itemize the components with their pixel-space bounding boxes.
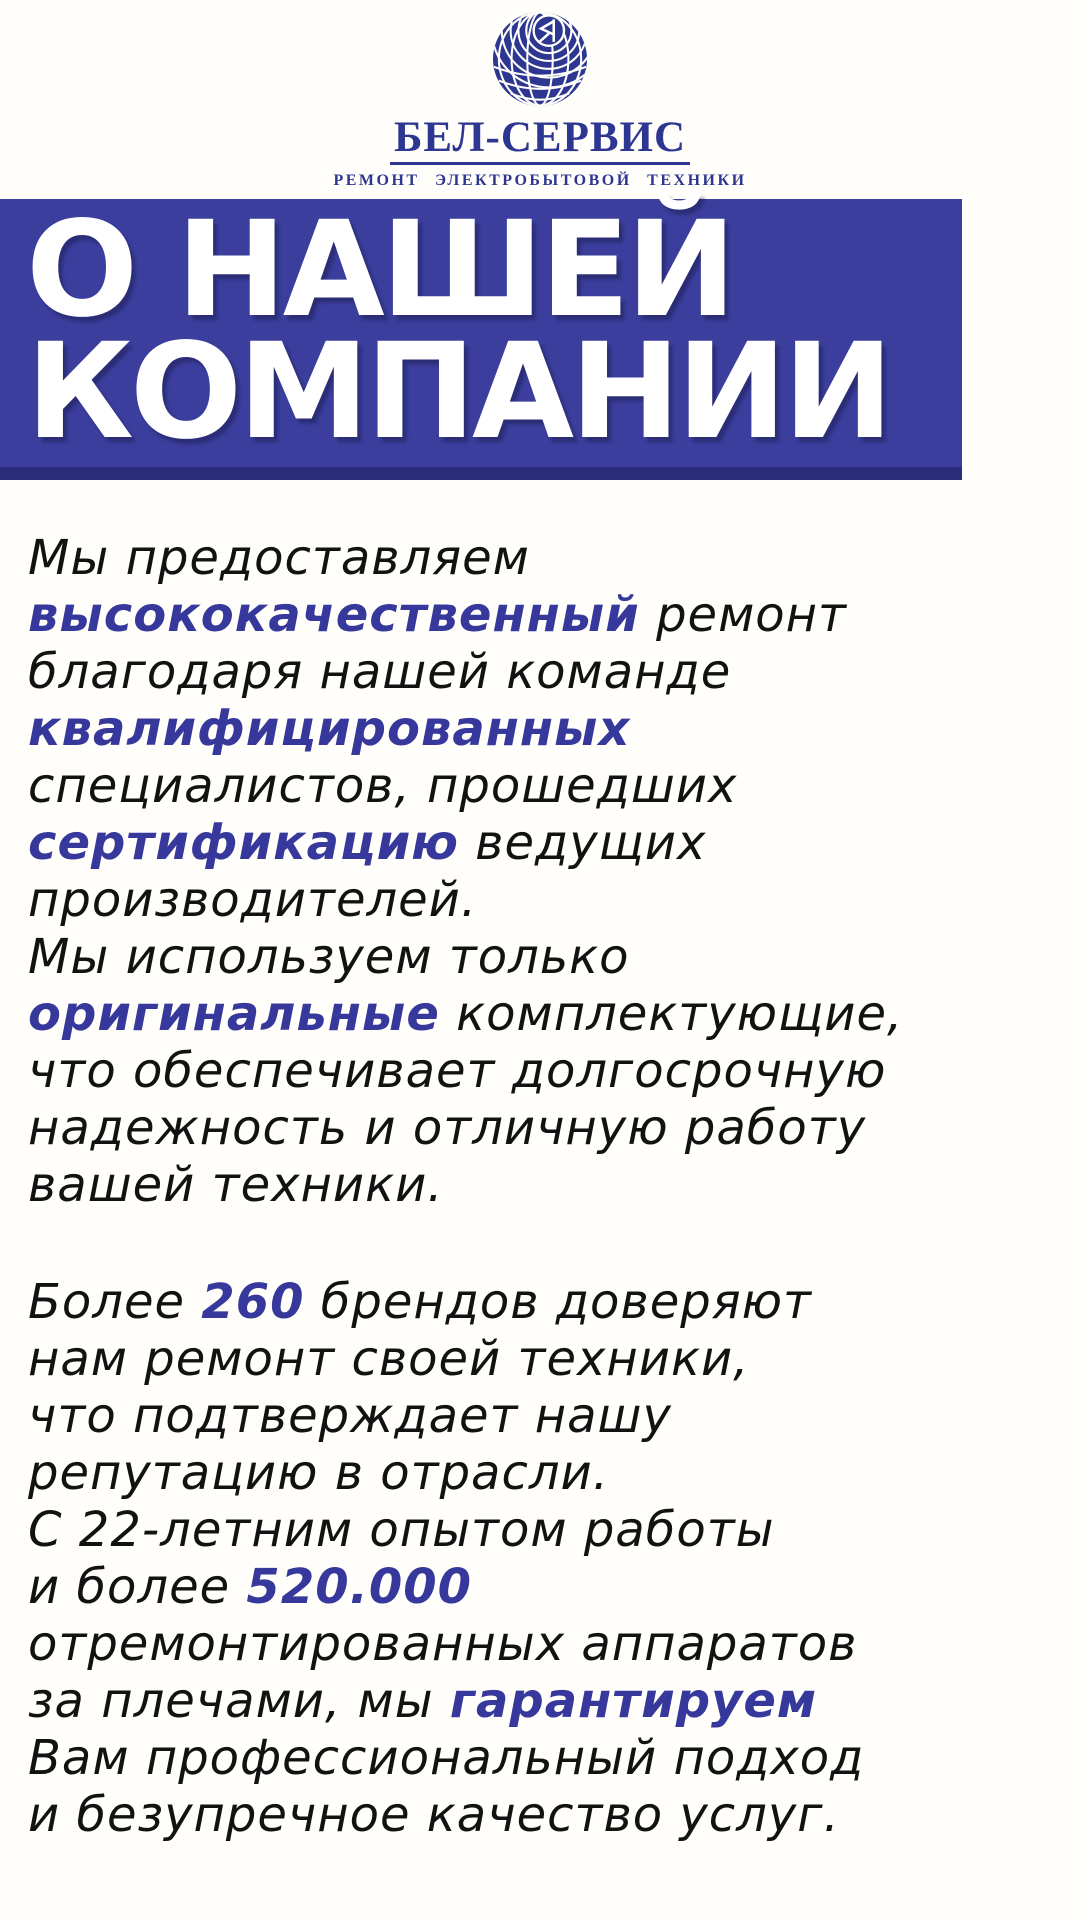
plain-text: Мы используем только — [28, 929, 630, 985]
text-line — [28, 1502, 1060, 1559]
text-line — [28, 644, 1060, 701]
plain-text: комплектующие, — [439, 986, 904, 1042]
plain-text: репутацию в отрасли. — [28, 1445, 609, 1501]
text-line — [28, 1616, 1060, 1673]
text-line — [28, 1445, 1060, 1502]
accent-text: оригинальные — [28, 986, 440, 1042]
body-text — [28, 530, 1060, 1844]
accent-text: 260 — [201, 1274, 305, 1330]
body-paragraph — [28, 530, 1060, 1214]
brand-wordmark: БЕЛ-СЕРВИС — [390, 116, 690, 165]
text-line — [28, 587, 1060, 644]
plain-text: что подтверждает нашу — [28, 1388, 672, 1444]
plain-text: С 22-летним опытом работы — [28, 1502, 775, 1558]
text-line — [28, 1388, 1060, 1445]
plain-text: и безупречное качество услуг. — [28, 1787, 840, 1843]
accent-text: 520.000 — [246, 1559, 473, 1615]
plain-text: и более — [28, 1559, 247, 1615]
text-line — [28, 815, 1060, 872]
plain-text: за плечами, мы — [28, 1673, 450, 1729]
plain-text: надежность и отличную работу — [28, 1100, 867, 1156]
text-line — [28, 1730, 1060, 1787]
text-line — [28, 1787, 1060, 1844]
accent-text: сертификацию — [28, 815, 459, 871]
text-line — [28, 1559, 1060, 1616]
plain-text: ремонт — [639, 587, 847, 643]
plain-text: Мы предоставляем — [28, 530, 530, 586]
text-line — [28, 1673, 1060, 1730]
text-line — [28, 872, 1060, 929]
plain-text: Более — [28, 1274, 202, 1330]
text-line — [28, 701, 1060, 758]
plain-text: нам ремонт своей техники, — [28, 1331, 750, 1387]
accent-text: высококачественный — [28, 587, 640, 643]
plain-text: специалистов, прошедших — [28, 758, 738, 814]
text-line — [28, 530, 1060, 587]
brand-tagline: РЕМОНТ ЭЛЕКТРОБЫТОВОЙ ТЕХНИКИ — [333, 172, 747, 189]
plain-text: что обеспечивает долгосрочную — [28, 1043, 887, 1099]
section-banner — [0, 193, 962, 480]
brand-header — [0, 0, 1080, 190]
brand-wordmark-row — [0, 108, 1080, 165]
text-line — [28, 1100, 1060, 1157]
plain-text: благодаря нашей команде — [28, 644, 732, 700]
body-paragraph — [28, 1274, 1060, 1844]
plain-text: ведущих — [458, 815, 707, 871]
accent-text: гарантируем — [449, 1673, 818, 1729]
plain-text: отремонтированных аппаратов — [28, 1616, 858, 1672]
text-line — [28, 1274, 1060, 1331]
accent-text: квалифицированных — [28, 701, 631, 757]
text-line — [28, 758, 1060, 815]
globe-with-rune-icon — [491, 10, 589, 108]
plain-text: вашей техники. — [28, 1157, 444, 1213]
plain-text: производителей. — [28, 872, 478, 928]
page-title-line1: О НАШЕЙ — [26, 193, 733, 347]
plain-text: брендов доверяют — [304, 1274, 812, 1330]
text-line — [28, 1043, 1060, 1100]
plain-text: Вам профессиональный подход — [28, 1730, 865, 1786]
page-title-line2: КОМПАНИИ — [26, 315, 890, 469]
text-line — [28, 1157, 1060, 1214]
text-line — [28, 1331, 1060, 1388]
text-line — [28, 929, 1060, 986]
text-line — [28, 986, 1060, 1043]
